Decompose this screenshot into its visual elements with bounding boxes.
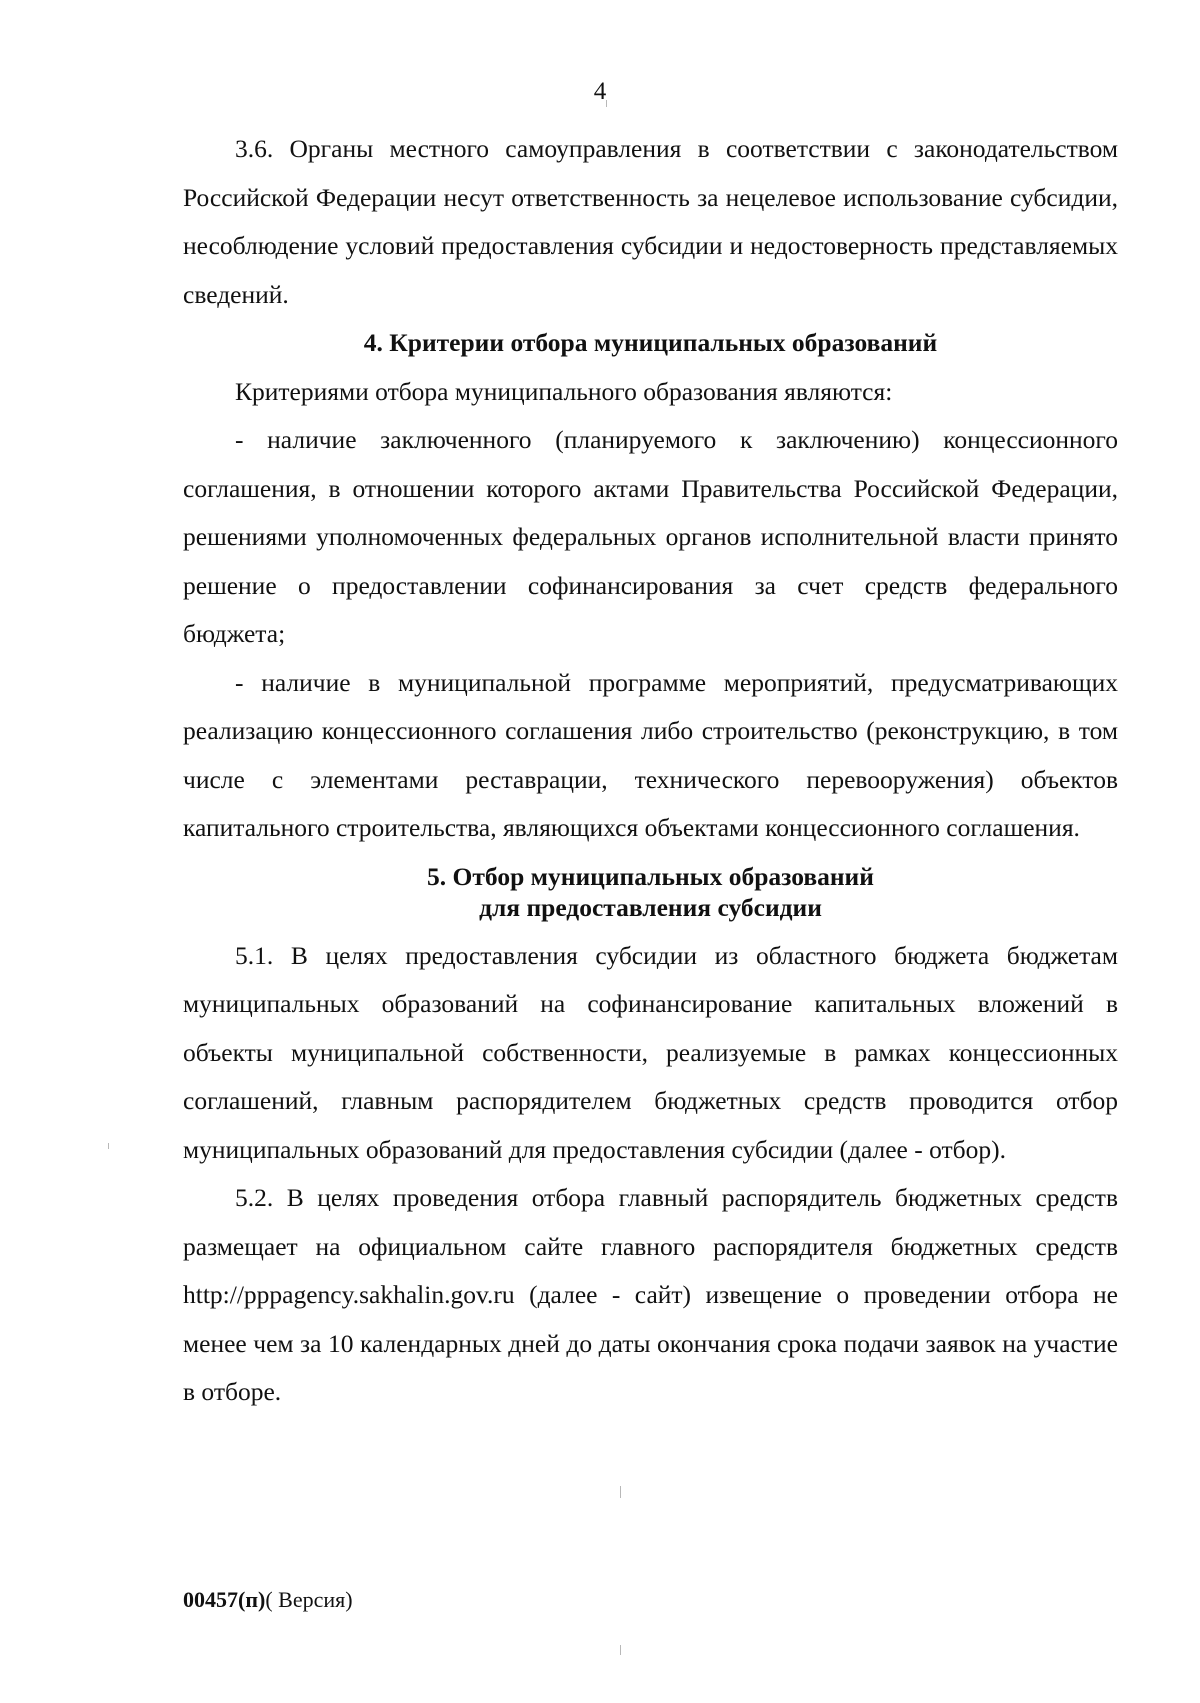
- page-number: 4: [593, 78, 607, 105]
- scan-speck: [620, 1645, 621, 1655]
- section-5-title-line-2: для предоставления субсидии: [479, 892, 822, 922]
- document-version: ( Версия): [265, 1587, 353, 1612]
- document-code: 00457(п): [183, 1587, 266, 1612]
- criteria-item-2: - наличие в муниципальной программе мероприятий, предусматривающих реализацию концессионного соглашения либо строительство (реконструкцию, в том числе с элементами реставрации, технического перевооружения) объектов капитального строительства, являющихся объектами концессионного соглашения.: [183, 667, 1118, 842]
- document-body: [183, 125, 1118, 1417]
- section-5-title-line-1: 5. Отбор муниципальных образований: [427, 861, 874, 891]
- paragraph-3-6: 3.6. Органы местного самоуправления в соответствии с законодательством Российской Федерации несут ответственность за нецелевое использование субсидии, несоблюдение условий предоставления субсидии и недостоверность представляемых сведений.: [183, 134, 1118, 309]
- section-5-title: [183, 853, 1118, 932]
- scan-speck: [620, 1486, 621, 1498]
- paragraph-5-1: 5.1. В целях предоставления субсидии из областного бюджета бюджетам муниципальных образований на софинансирование капитальных вложений в объекты муниципальной собственности, реализуемые в рамках концессионных соглашений, главным распорядителем бюджетных средств проводится отбор муниципальных образований для предоставления субсидии (далее - отбор).: [183, 940, 1118, 1164]
- criteria-item-1: - наличие заключенного (планируемого к заключению) концессионного соглашения, в отношении которого актами Правительства Российской Федерации, решениями уполномоченных федеральных органов исполнительной власти принято решение о предоставлении софинансирования за счет средств федерального бюджета;: [183, 425, 1118, 648]
- criteria-intro: Критериями отбора муниципального образования являются:: [235, 376, 893, 406]
- paragraph-5-2: 5.2. В целях проведения отбора главный распорядитель бюджетных средств размещает на официальном сайте главного распорядителя бюджетных средств http://pppagency.sakhalin.gov.ru (далее - сайт) извещение о проведении отбора не менее чем за 10 календарных дней до даты окончания срока подачи заявок на участие в отборе.: [183, 1183, 1118, 1406]
- section-4-title: 4. Критерии отбора муниципальных образований: [363, 328, 938, 357]
- scan-speck: [108, 1143, 109, 1149]
- document-footer: [183, 1586, 353, 1614]
- scan-speck: [606, 100, 607, 107]
